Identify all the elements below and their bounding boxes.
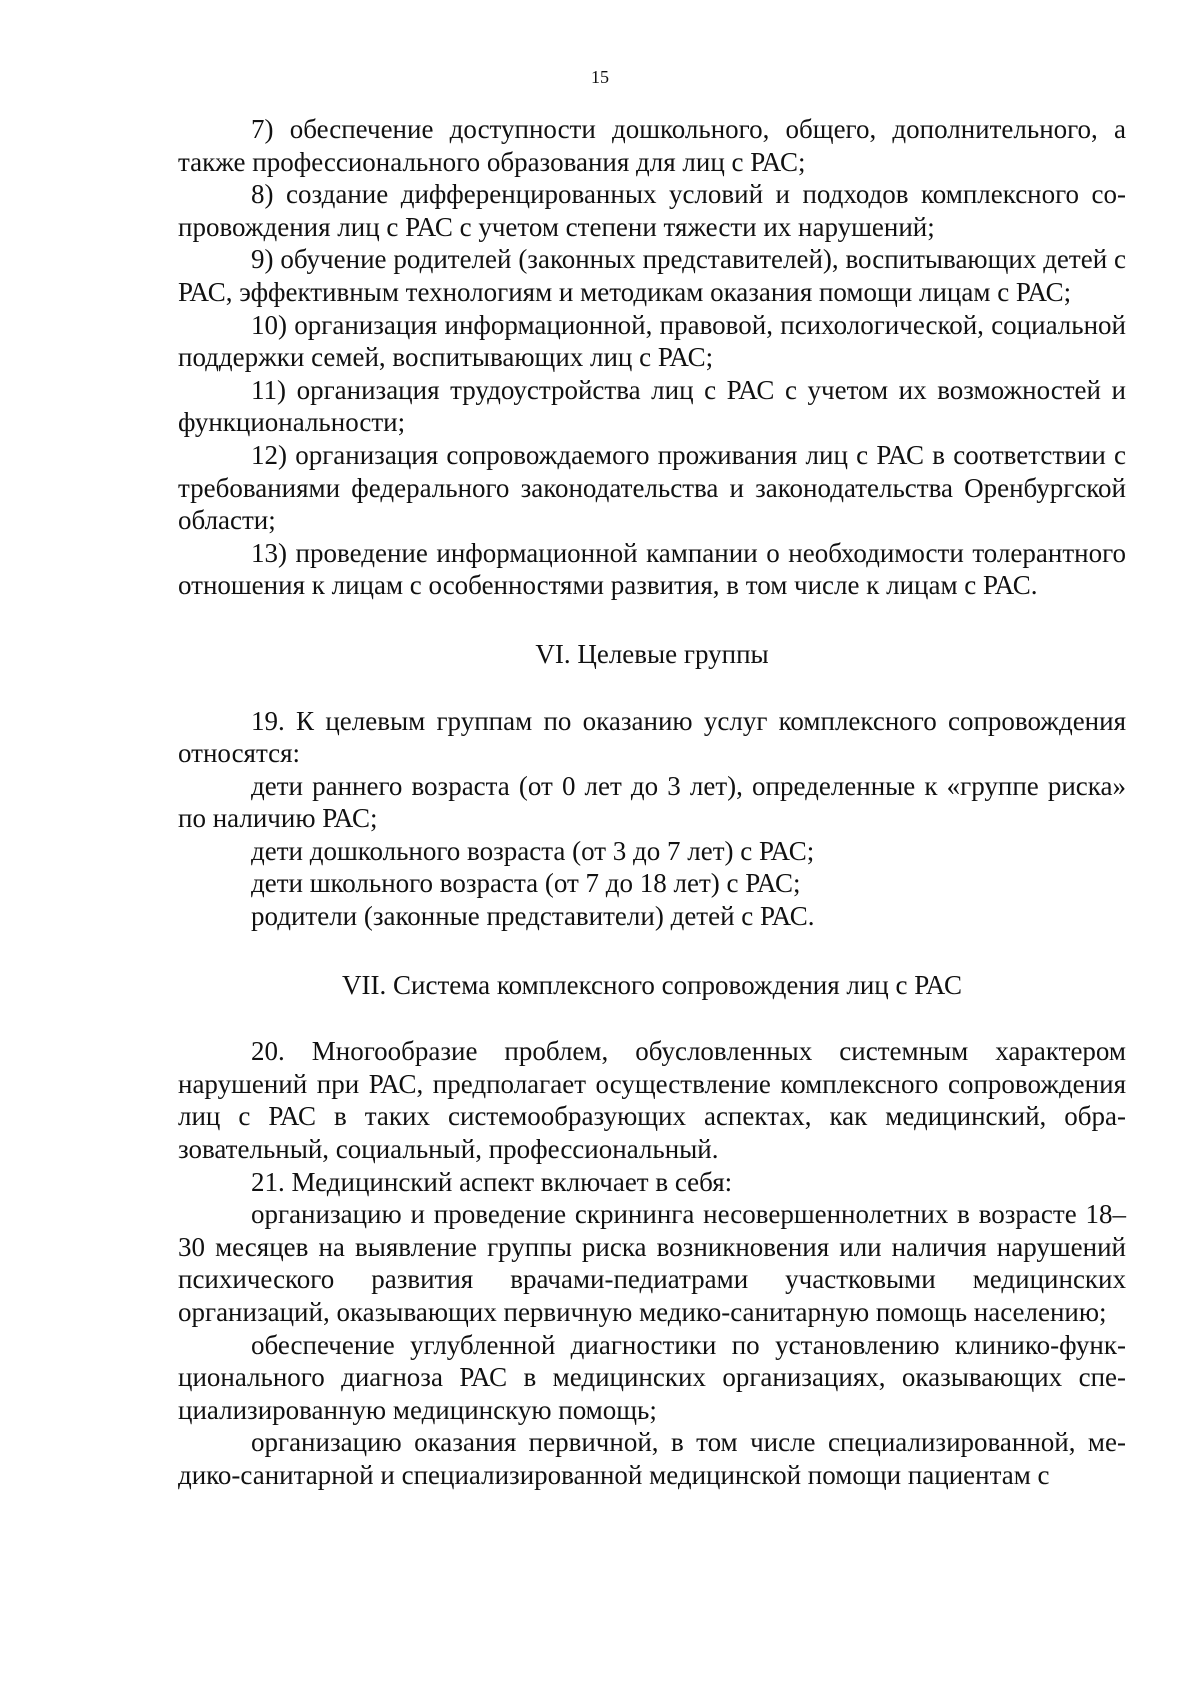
paragraph: организацию оказания первичной, в том числе специализированной, медико-санитарной и специализированной медицинской помощи пациентам с xyxy=(178,1427,1126,1490)
list-item: 9) обучение родителей (законных представителей), воспитывающих детей с РАС, эффективным технологиям и методикам оказания помощи лицам с РАС; xyxy=(178,244,1126,307)
paragraph: 21. Медицинский аспект включает в себя: xyxy=(251,1166,733,1197)
paragraph: обеспечение углубленной диагностики по установлению клинико-функционального диагноза РАС в медицинских организациях, оказывающих специализированную медицинскую помощь; xyxy=(178,1329,1126,1425)
list-item: 7) обеспечение доступности дошкольного, общего, дополнительного, а также профессионального образования для лиц с РАС; xyxy=(178,114,1126,177)
page-content xyxy=(178,113,1126,1492)
list-item: 11) организация трудоустройства лиц с РАС с учетом их возможностей и функциональности; xyxy=(178,374,1126,438)
paragraph: родители (законные представители) детей с РАС. xyxy=(251,901,815,932)
list-item: 13) проведение информационной кампании о необходимости толерантного отношения к лицам с особенностями развития, в том числе к лицам с РАС. xyxy=(178,537,1126,601)
page-number: 15 xyxy=(591,67,609,87)
spacer xyxy=(178,671,1126,705)
paragraph: организацию и проведение скрининга несовершеннолетних в возрасте 18–30 месяцев на выявление группы риска возникновения или наличия нарушений психического развития врачами-педиатрами участковыми медицинских организаций, оказывающих первичную медико-санитарную помощь населению; xyxy=(178,1199,1126,1327)
spacer xyxy=(178,602,1126,638)
paragraph: дети раннего возраста (от 0 лет до 3 лет), определенные к «группе риска» по наличию РАС; xyxy=(178,770,1126,834)
paragraph: 19. К целевым группам по оказанию услуг комплексного сопровождения относятся: xyxy=(178,705,1126,769)
spacer xyxy=(178,1001,1126,1035)
paragraph: дети дошкольного возраста (от 3 до 7 лет) с РАС; xyxy=(251,835,815,866)
list-item: 10) организация информационной, правовой, психологической, социальной поддержки семей, воспитывающих лиц с РАС; xyxy=(178,309,1126,373)
list-item: 12) организация сопровождаемого проживания лиц с РАС в соответствии с требованиями федерального законодательства и законодательства Оренбургской области; xyxy=(178,439,1126,536)
paragraph: 20. Многообразие проблем, обусловленных системным характером нарушений при РАС, предполагает осуществление комплексного сопровождения лиц с РАС в таких системообразующих аспектах, как медицинский, образовательный, социальный, профессиональный. xyxy=(178,1036,1126,1165)
paragraph: дети школьного возраста (от 7 до 18 лет) с РАС; xyxy=(251,868,801,899)
section-heading-support-system: VII. Система комплексного сопровождения лиц с РАС xyxy=(342,969,962,1000)
spacer xyxy=(178,933,1126,969)
list-item: 8) создание дифференцированных условий и подходов комплексного сопровождения лиц с РАС с учетом степени тяжести их нарушений; xyxy=(178,179,1126,242)
section-heading-target-groups: VI. Целевые группы xyxy=(535,638,769,669)
